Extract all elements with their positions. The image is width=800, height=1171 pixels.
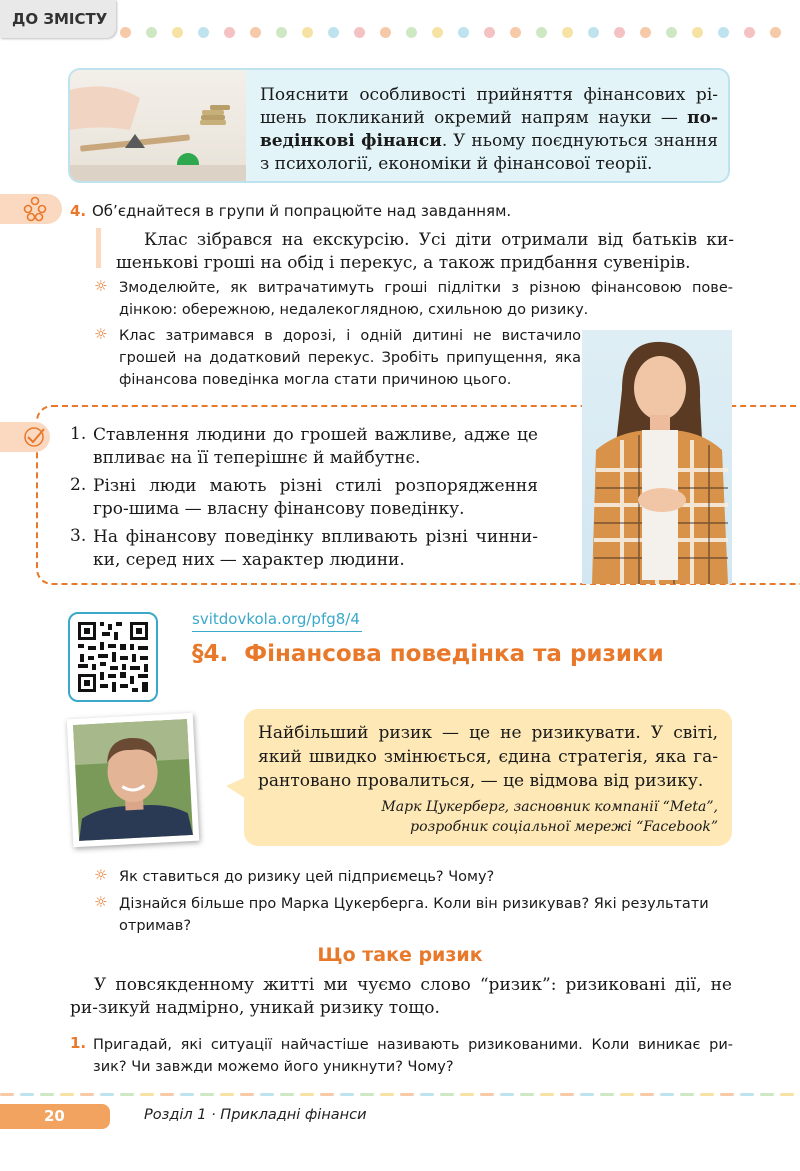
footer-dash-segment: [700, 1093, 714, 1096]
quote-author-line-1: Марк Цукерберг, засновник компанії “Meta”,: [381, 799, 718, 815]
url-underline: [192, 631, 362, 632]
decorative-dot: [614, 27, 625, 38]
footer-dash-segment: [260, 1093, 274, 1096]
intro-illustration: [70, 70, 246, 183]
decorative-dot: [770, 27, 781, 38]
task-4-intro: Об’єднайтеся в групи й попрацюйте над завданням.: [92, 202, 512, 220]
quote-text: Найбільший ризик — це не ризикувати. У світі, який швидко змінюється, єдина стратегія, яка га-рантовано провалиться, — це відмова від ризику.: [258, 723, 718, 791]
decorative-dot: [640, 27, 651, 38]
footer-dash-segment: [220, 1093, 234, 1096]
task-4-scenario: Клас зібрався на екскурсію. Усі діти отримали від батьків ки-шенькові гроші на обід і перекус, а також придбання сувенірів.: [116, 230, 734, 273]
footer-dash-segment: [620, 1093, 634, 1096]
task-1-number: 1.: [70, 1034, 87, 1052]
decorative-dot: [432, 27, 443, 38]
check-icon: [0, 422, 50, 452]
decorative-dot: [510, 27, 521, 38]
conclusion-1-number: 1.: [70, 424, 87, 444]
sun-bullet-icon: ☼: [94, 866, 108, 884]
toc-button[interactable]: [0, 0, 116, 38]
decorative-dot: [146, 27, 157, 38]
toc-label: ДО ЗМІСТУ: [12, 10, 108, 28]
footer-dash-segment: [540, 1093, 554, 1096]
footer-dash-segment: [20, 1093, 34, 1096]
decorative-dot: [562, 27, 573, 38]
conclusion-2-number: 2.: [70, 475, 87, 495]
decorative-dot: [172, 27, 183, 38]
footer-dash-segment: [200, 1093, 214, 1096]
decorative-dot: [276, 27, 287, 38]
decorative-dot: [380, 27, 391, 38]
sun-bullet-icon: ☼: [94, 325, 108, 343]
conclusion-3-text: На фінансову поведінку впливають різні чинни-ки, серед них — характер людини.: [93, 527, 538, 570]
question-1: Як ставиться до ризику цей підприємець? Чому?: [119, 869, 495, 885]
chapter-title: Розділ 1 · Прикладні фінанси: [144, 1107, 367, 1123]
sun-bullet-icon: ☼: [94, 893, 108, 911]
footer-divider: [0, 1093, 800, 1097]
footer-dash-segment: [500, 1093, 514, 1096]
footer-dash-segment: [0, 1093, 14, 1096]
decorative-dot: [224, 27, 235, 38]
decorative-dot: [536, 27, 547, 38]
intro-text: Пояснити особливості прийняття фінансових рі-шень покликаний окремий напрям науки — по-ведінкові фінанси. У ньому поєднуються знання з психології, економіки й фінансової теорії.: [260, 85, 718, 174]
conclusion-1-text: Ставлення людини до грошей важливе, адже це впливає на її теперішнє й майбутнє.: [93, 425, 538, 468]
decorative-dot: [406, 27, 417, 38]
footer-dash-segment: [160, 1093, 174, 1096]
footer-dash-segment: [120, 1093, 134, 1096]
footer-dash-segment: [60, 1093, 74, 1096]
footer-dash-segment: [360, 1093, 374, 1096]
subsection-title: Що таке ризик: [317, 944, 483, 966]
group-work-icon: [0, 194, 62, 224]
footer-dash-segment: [640, 1093, 654, 1096]
footer-dash-segment: [40, 1093, 54, 1096]
footer-dash-segment: [340, 1093, 354, 1096]
footer-dash-segment: [760, 1093, 774, 1096]
task-4-number: 4.: [70, 202, 87, 220]
page-number-tab: [0, 1104, 110, 1129]
footer-dash-segment: [400, 1093, 414, 1096]
footer-dash-segment: [520, 1093, 534, 1096]
footer-dash-segment: [460, 1093, 474, 1096]
footer-dash-segment: [280, 1093, 294, 1096]
task-4-bullet-1: Змоделюйте, як витрачатимуть гроші підлітки з різною фінансовою пове-дінкою: обережною, недалекоглядною, схильною до ризику.: [119, 280, 733, 318]
decorative-dot: [198, 27, 209, 38]
task-4-bullet-2: Клас затримався в дорозі, і одній дитині не вистачило грошей на додатковий перекус. Зробіть припущення, яка фінансова поведінка могла стати причиною цього.: [119, 328, 581, 388]
footer-dash-segment: [740, 1093, 754, 1096]
sun-bullet-icon: ☼: [94, 277, 108, 295]
qr-code-icon[interactable]: [68, 612, 158, 702]
page-number: 20: [44, 1107, 65, 1125]
quote-author-line-2: розробник соціальної мережі “Facebook”: [410, 819, 718, 835]
footer-dash-segment: [140, 1093, 154, 1096]
footer-dash-segment: [320, 1093, 334, 1096]
footer-dash-segment: [440, 1093, 454, 1096]
decorative-dot: [120, 27, 131, 38]
footer-dash-segment: [420, 1093, 434, 1096]
footer-dash-segment: [300, 1093, 314, 1096]
decorative-dot: [484, 27, 495, 38]
footer-dash-segment: [80, 1093, 94, 1096]
decorative-dot: [692, 27, 703, 38]
decorative-dot: [744, 27, 755, 38]
decorative-dot: [666, 27, 677, 38]
intro-box: [68, 68, 730, 183]
decorative-dot: [302, 27, 313, 38]
decorative-dot: [354, 27, 365, 38]
decorative-dot: [718, 27, 729, 38]
decorative-dot: [250, 27, 261, 38]
conclusion-2-text: Різні люди мають різні стилі розпорядження гро-шима — власну фінансову поведінку.: [93, 476, 538, 519]
footer-dash-segment: [100, 1093, 114, 1096]
task-1-text: Пригадай, які ситуації найчастіше називають ризикованими. Коли виникає ри-зик? Чи завжди можемо його уникнути? Чому?: [93, 1037, 733, 1075]
footer-dash-segment: [560, 1093, 574, 1096]
footer-dash-segment: [600, 1093, 614, 1096]
footer-dash-segment: [680, 1093, 694, 1096]
subsection-paragraph: У повсякденному житті ми чуємо слово “ризик”: ризиковані дії, не ри-зикуй надмірно, уникай ризику тощо.: [70, 975, 732, 1018]
question-2: Дізнайся більше про Марка Цукерберга. Коли він ризикував? Які результати отримав?: [119, 896, 709, 934]
footer-dash-segment: [780, 1093, 794, 1096]
footer-dash-segment: [240, 1093, 254, 1096]
footer-dash-segment: [660, 1093, 674, 1096]
footer-dash-segment: [380, 1093, 394, 1096]
decorative-dots: [120, 27, 800, 39]
girl-photo: [582, 330, 732, 584]
footer-dash-segment: [720, 1093, 734, 1096]
section-title: §4. Фінансова поведінка та ризики: [192, 641, 664, 667]
zuckerberg-photo: [67, 713, 200, 847]
conclusion-3-number: 3.: [70, 526, 87, 546]
footer-dash-segment: [480, 1093, 494, 1096]
footer-dash-segment: [180, 1093, 194, 1096]
decorative-dot: [588, 27, 599, 38]
decorative-dot: [458, 27, 469, 38]
section-url-link[interactable]: svitdovkola.org/pfg8/4: [192, 610, 360, 628]
scenario-bar: [96, 228, 101, 268]
footer-dash-segment: [580, 1093, 594, 1096]
decorative-dot: [328, 27, 339, 38]
